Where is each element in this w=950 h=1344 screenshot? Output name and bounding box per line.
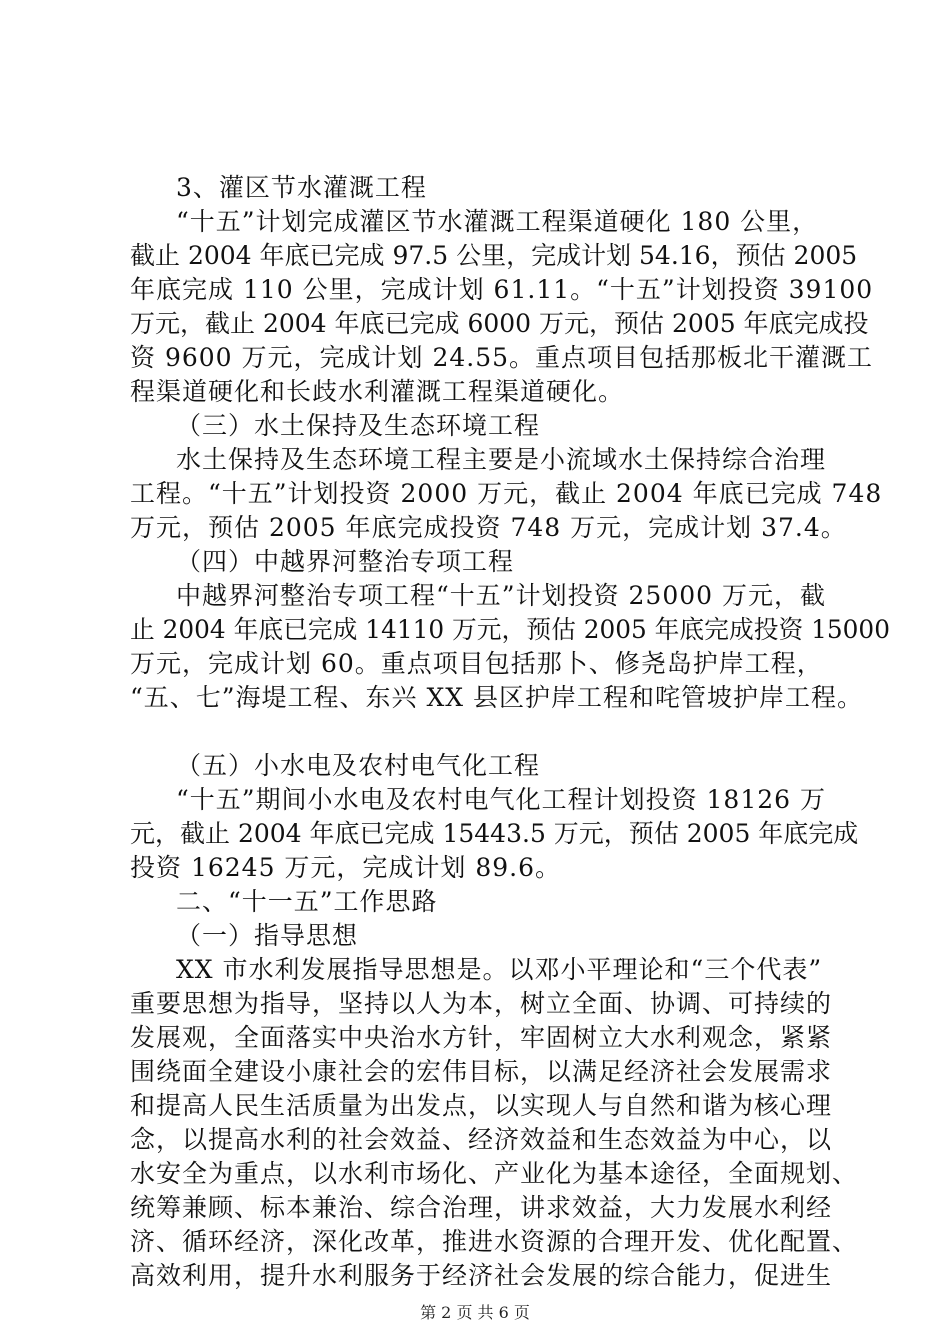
paragraph-line: 济、循环经济，深化改革，推进水资源的合理开发、优化配置、	[130, 1227, 859, 1256]
paragraph-line: 发展观，全面落实中央治水方针，牢固树立大水利观念，紧紧	[130, 1023, 833, 1052]
section-heading: 3、灌区节水灌溉工程	[176, 173, 427, 202]
paragraph-line: 念，以提高水利的社会效益、经济效益和生态效益为中心，以	[130, 1125, 833, 1154]
section-heading: （一）指导思想	[176, 921, 359, 950]
paragraph-line: 截止 2004 年底已完成 97.5 公里，完成计划 54.16，预估 2005	[130, 241, 858, 270]
paragraph-line: 元，截止 2004 年底已完成 15443.5 万元，预估 2005 年底完成	[130, 819, 859, 848]
paragraph-line: 重要思想为指导，坚持以人为本，树立全面、协调、可持续的	[130, 989, 833, 1018]
paragraph-line: 止 2004 年底已完成 14110 万元，预估 2005 年底完成投资 15000	[130, 615, 890, 644]
paragraph-line: 水安全为重点，以水利市场化、产业化为基本途径，全面规划、	[130, 1159, 859, 1188]
section-heading: （四）中越界河整治专项工程	[176, 547, 515, 576]
paragraph-line: 万元，完成计划 60。重点项目包括那卜、修尧岛护岸工程，	[130, 649, 823, 678]
paragraph-line: 投资 16245 万元，完成计划 89.6。	[130, 853, 562, 882]
paragraph-line: “十五”计划完成灌区节水灌溉工程渠道硬化 180 公里，	[176, 207, 819, 236]
paragraph-line: 程渠道硬化和长歧水利灌溉工程渠道硬化。	[130, 377, 625, 406]
paragraph-line: “十五”期间小水电及农村电气化工程计划投资 18126 万	[176, 785, 826, 814]
paragraph-line: “五、七”海堤工程、东兴 XX 县区护岸工程和咤管坡护岸工程。	[130, 683, 864, 712]
paragraph-line: XX 市水利发展指导思想是。以邓小平理论和“三个代表”	[176, 955, 823, 984]
paragraph-line: 水土保持及生态环境工程主要是小流域水土保持综合治理	[176, 445, 827, 474]
paragraph-line: 万元，截止 2004 年底已完成 6000 万元，预估 2005 年底完成投	[130, 309, 869, 338]
section-heading: 二、“十一五”工作思路	[176, 887, 438, 916]
section-heading: （五）小水电及农村电气化工程	[176, 751, 541, 780]
page-number-footer: 第 2 页 共 6 页	[420, 1303, 530, 1322]
paragraph-line: 资 9600 万元，完成计划 24.55。重点项目包括那板北干灌溉工	[130, 343, 874, 372]
paragraph-line: 工程。“十五”计划投资 2000 万元，截止 2004 年底已完成 748	[130, 479, 883, 508]
paragraph-line: 中越界河整治专项工程“十五”计划投资 25000 万元，截	[176, 581, 826, 610]
section-heading: （三）水土保持及生态环境工程	[176, 411, 541, 440]
paragraph-line: 统筹兼顾、标本兼治、综合治理，讲求效益，大力发展水利经	[130, 1193, 833, 1222]
paragraph-line: 万元，预估 2005 年底完成投资 748 万元，完成计划 37.4。	[130, 513, 847, 542]
paragraph-line: 高效利用，提升水利服务于经济社会发展的综合能力，促进生	[130, 1261, 833, 1290]
paragraph-line: 和提高人民生活质量为出发点，以实现人与自然和谐为核心理	[130, 1091, 833, 1120]
paragraph-line: 围绕面全建设小康社会的宏伟目标，以满足经济社会发展需求	[130, 1057, 833, 1086]
paragraph-line: 年底完成 110 公里，完成计划 61.11。“十五”计划投资 39100	[130, 275, 874, 304]
